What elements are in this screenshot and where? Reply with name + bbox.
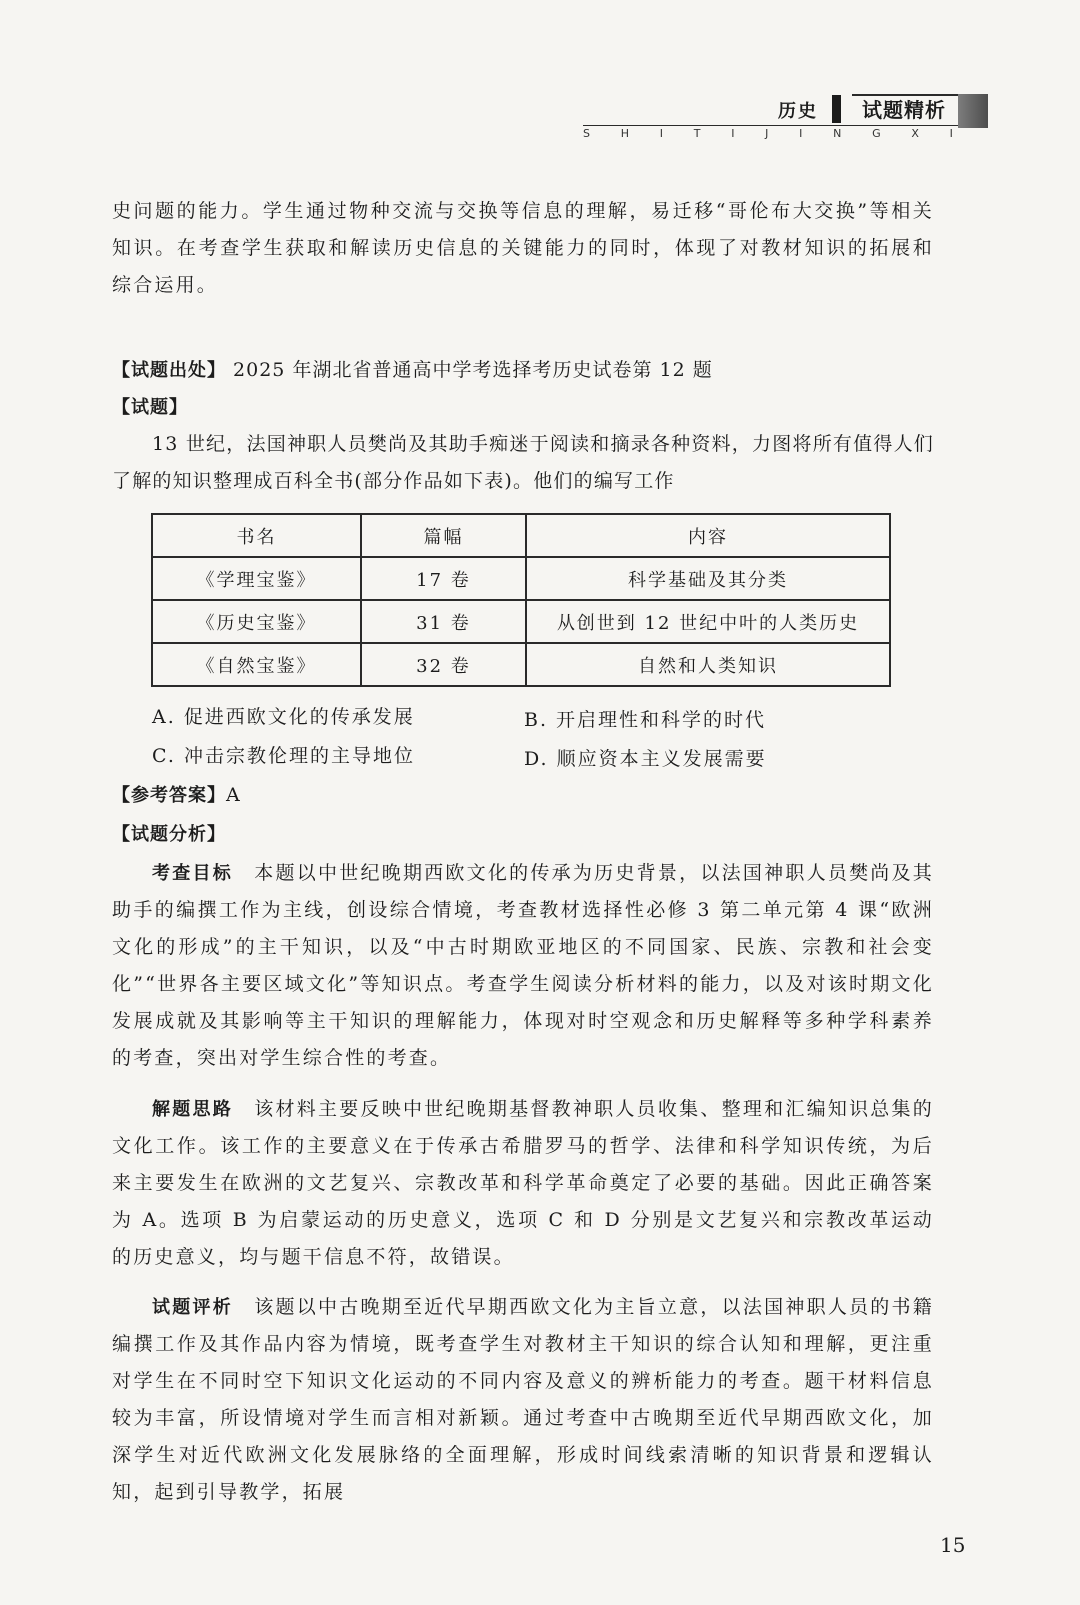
header-divider-bar [832, 95, 841, 123]
intro-paragraph: 史问题的能力。学生通过物种交流与交换等信息的理解，易迁移“哥伦布大交换”等相关知识。在考查学生获取和解读历史信息的关键能力的同时，体现了对教材知识的拓展和综合运用。 [112, 200, 934, 296]
source-label: 【试题出处】 [112, 360, 226, 381]
pinyin-letter: N [833, 127, 842, 140]
approach-paragraph [112, 1091, 934, 1276]
question-stem: 13 世纪，法国神职人员樊尚及其助手痴迷于阅读和摘录各种资料，力图将所有值得人们了解的知识整理成百科全书(部分作品如下表)。他们的编写工作 [112, 433, 934, 492]
table-cell: 从创世到 12 世纪中叶的人类历史 [526, 600, 890, 643]
table-cell: 31 卷 [361, 600, 526, 643]
approach-text: 该材料主要反映中世纪晚期基督教神职人员收集、整理和汇编知识总集的文化工作。该工作的主要意义在于传承古希腊罗马的哲学、法律和科学知识传统，为后来主要发生在欧洲的文艺复兴、宗教改革和科学革命奠定了必要的基础。因此正确答案为 A。选项 B 为启蒙运动的历史意义，选项 C 和 D 分别是文艺复兴和宗教改革运动的历史意义，均与题干信息不符，故错误。 [112, 1098, 934, 1268]
source-text: 2025 年湖北省普通高中学考选择考历史试卷第 12 题 [233, 359, 713, 381]
page-number: 15 [940, 1533, 966, 1557]
option-d: D. 顺应资本主义发展需要 [524, 748, 767, 770]
header-pinyin [583, 127, 953, 140]
table-row [152, 557, 890, 600]
table-row [152, 643, 890, 686]
table-row [152, 600, 890, 643]
table-header-cell: 篇幅 [361, 514, 526, 557]
objective-paragraph [112, 855, 934, 1077]
header-shade-block [958, 94, 988, 128]
pinyin-letter: I [659, 127, 663, 140]
objective-label: 考查目标 [152, 863, 233, 884]
table-cell: 自然和人类知识 [526, 643, 890, 686]
answer-label: 【参考答案】 [112, 785, 226, 806]
pinyin-letter: S [583, 127, 590, 140]
pinyin-letter: G [872, 127, 881, 140]
option-c: C. 冲击宗教伦理的主导地位 [152, 745, 415, 767]
header-subject: 历史 [778, 101, 818, 122]
pinyin-letter: I [731, 127, 735, 140]
table-cell: 《自然宝鉴》 [152, 643, 361, 686]
table-header-cell: 内容 [526, 514, 890, 557]
table-cell: 17 卷 [361, 557, 526, 600]
works-table [151, 513, 891, 687]
pinyin-letter: X [911, 127, 919, 140]
reference-answer [112, 781, 241, 807]
table-cell: 《学理宝鉴》 [152, 557, 361, 600]
header-section-title: 试题精析 [852, 94, 958, 124]
pinyin-letter: T [693, 127, 701, 140]
table-cell: 科学基础及其分类 [526, 557, 890, 600]
review-label: 试题评析 [152, 1297, 233, 1318]
option-a: A. 促进西欧文化的传承发展 [152, 706, 415, 728]
objective-text: 本题以中世纪晚期西欧文化的传承为历史背景，以法国神职人员樊尚及其助手的编撰工作为主线，创设综合情境，考查教材选择性必修 3 第二单元第 4 课“欧洲文化的形成”的主干知识，以及“中古时期欧亚地区的不同国家、民族、宗教和社会变化”“世界各主要区域文化”等知识点。考查学生阅读分析材料的能力，以及对该时期文化发展成就及其影响等主干知识的理解能力，体现对时空观念和历史解释等多种学科素养的考查，突出对学生综合性的考查。 [112, 862, 934, 1069]
approach-label: 解题思路 [152, 1099, 233, 1120]
option-b: B. 开启理性和科学的时代 [524, 709, 767, 731]
header-rule [583, 125, 958, 126]
analysis-label: 【试题分析】 [112, 824, 226, 845]
review-paragraph [112, 1289, 934, 1511]
table-header-cell: 书名 [152, 514, 361, 557]
question-source [112, 355, 713, 382]
pinyin-letter: I [949, 127, 953, 140]
question-label: 【试题】 [112, 397, 188, 418]
table-cell: 《历史宝鉴》 [152, 600, 361, 643]
review-text: 该题以中古晚期至近代早期西欧文化为主旨立意，以法国神职人员的书籍编撰工作及其作品内容为情境，既考查学生对教材主干知识的综合认知和理解，更注重对学生在不同时空下知识文化运动的不同内容及意义的辨析能力的考查。题干材料信息较为丰富，所设情境对学生而言相对新颖。通过考查中古晚期至近代早期西欧文化，加深学生对近代欧洲文化发展脉络的全面理解，形成时间线索清晰的知识背景和逻辑认知，起到引导教学，拓展 [112, 1296, 934, 1503]
table-header-row [152, 514, 890, 557]
pinyin-letter: I [799, 127, 803, 140]
pinyin-letter: J [765, 127, 769, 140]
table-cell: 32 卷 [361, 643, 526, 686]
answer-value: A [226, 784, 241, 806]
pinyin-letter: H [620, 127, 629, 140]
